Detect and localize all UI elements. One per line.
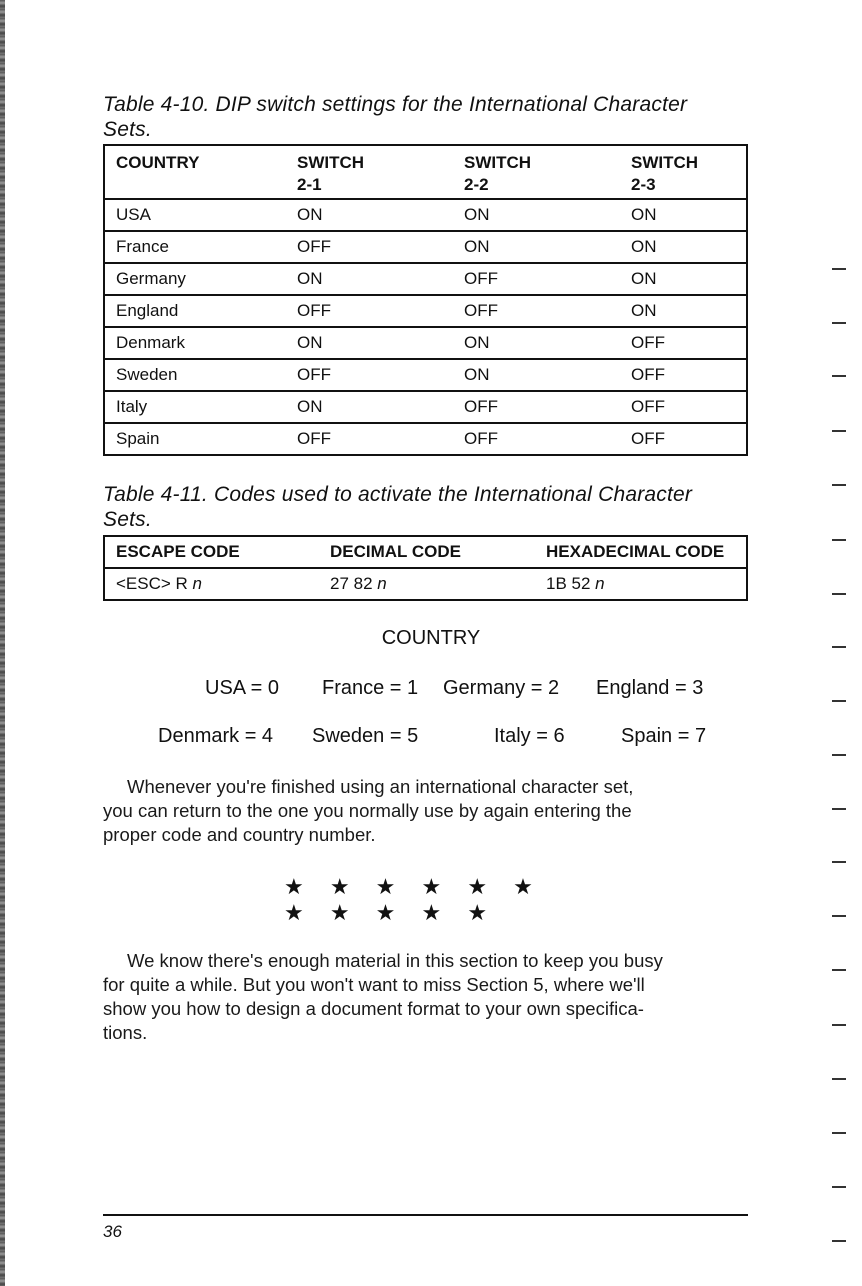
switch-cell: ON [631, 205, 657, 224]
hex-code-var: n [595, 574, 605, 593]
star-separator: ★ ★ ★ ★ ★ ★ ★ ★ ★ ★ ★ [284, 874, 543, 925]
footer-rule [103, 1214, 748, 1216]
switch-cell: OFF [297, 301, 331, 320]
header-switch-number: 2-2 [464, 175, 489, 194]
switch-cell: ON [464, 205, 490, 224]
decimal-code-prefix: 27 82 [330, 574, 378, 593]
paragraph-return-to-charset [103, 775, 753, 847]
paragraph-line: We know there's enough material in this section to keep you busy [127, 950, 663, 971]
country-code-germany: Germany = 2 [443, 677, 560, 699]
page-number: 36 [103, 1222, 122, 1241]
table2-caption-line1: Table 4-11. Codes used to activate the International Character [103, 483, 693, 506]
paragraph-section-5-preview [103, 949, 753, 1045]
table-row [105, 326, 746, 358]
header-decimal-code: DECIMAL CODE [330, 542, 461, 561]
table-row [105, 262, 746, 294]
country-code-usa: USA = 0 [205, 677, 279, 699]
table-row [105, 358, 746, 390]
country-cell: Spain [116, 429, 160, 448]
switch-cell: OFF [464, 301, 498, 320]
dip-switch-table [103, 144, 748, 456]
switch-cell: OFF [631, 429, 665, 448]
switch-cell: OFF [464, 429, 498, 448]
decimal-code-cell [330, 574, 546, 594]
table-row [105, 390, 746, 422]
switch-cell: OFF [297, 237, 331, 256]
escape-code-cell [105, 574, 330, 594]
switch-cell: ON [631, 269, 657, 288]
table-row [105, 230, 746, 262]
header-switch-2-1 [297, 152, 464, 196]
table1-caption [103, 92, 753, 142]
paragraph-line: you can return to the one you normally use by again entering the [103, 800, 632, 821]
country-code-denmark: Denmark = 4 [158, 725, 274, 747]
header-switch-label: SWITCH [464, 153, 532, 172]
table-header-row [105, 146, 746, 198]
header-switch-number: 2-1 [297, 175, 322, 194]
paragraph-line: for quite a while. But you won't want to miss Section 5, where we'll [103, 974, 645, 995]
country-cell: Sweden [116, 365, 178, 384]
country-cell: England [116, 301, 179, 320]
hex-code-prefix: 1B 52 [546, 574, 596, 593]
table-header-row [105, 537, 746, 567]
country-cell: Germany [116, 269, 186, 288]
switch-cell: OFF [297, 429, 331, 448]
hex-code-cell [546, 574, 746, 594]
country-code-england: England = 3 [596, 677, 704, 699]
table-row [105, 198, 746, 230]
country-title: COUNTRY [381, 627, 481, 649]
switch-cell: ON [464, 237, 490, 256]
table-row [105, 422, 746, 454]
escape-code-prefix: <ESC> R [116, 574, 193, 593]
country-code-france: France = 1 [322, 677, 419, 699]
table1-caption-line2: Sets. [103, 118, 152, 141]
header-hex-code: HEXADECIMAL CODE [546, 542, 725, 561]
escape-code-var: n [192, 574, 203, 593]
header-switch-2-3 [631, 152, 746, 196]
escape-codes-table [103, 535, 748, 601]
switch-cell: OFF [464, 269, 498, 288]
header-switch-label: SWITCH [297, 153, 365, 172]
switch-cell: ON [297, 333, 323, 352]
switch-cell: OFF [297, 365, 331, 384]
header-switch-label: SWITCH [631, 153, 699, 172]
switch-cell: ON [297, 397, 323, 416]
table1-caption-line1: Table 4-10. DIP switch settings for the International Character [103, 93, 688, 116]
country-code-spain: Spain = 7 [621, 725, 707, 747]
header-country: COUNTRY [116, 153, 200, 172]
switch-cell: OFF [631, 365, 665, 384]
switch-cell: ON [297, 205, 323, 224]
switch-cell: ON [631, 301, 657, 320]
decimal-code-var: n [377, 574, 387, 593]
table2-caption-line2: Sets. [103, 508, 152, 531]
switch-cell: ON [297, 269, 323, 288]
header-switch-number: 2-3 [631, 175, 656, 194]
country-cell: France [116, 237, 169, 256]
header-escape-code: ESCAPE CODE [116, 542, 240, 561]
switch-cell: OFF [631, 333, 665, 352]
switch-cell: OFF [464, 397, 498, 416]
table2-caption [103, 482, 753, 532]
table-row [105, 567, 746, 599]
header-switch-2-2 [464, 152, 631, 196]
country-code-italy: Italy = 6 [494, 725, 565, 747]
paragraph-line: Whenever you're finished using an international character set, [127, 776, 634, 797]
switch-cell: OFF [631, 397, 665, 416]
switch-cell: ON [464, 365, 490, 384]
country-cell: Denmark [116, 333, 185, 352]
country-code-sweden: Sweden = 5 [312, 725, 419, 747]
switch-cell: ON [631, 237, 657, 256]
country-cell: USA [116, 205, 151, 224]
switch-cell: ON [464, 333, 490, 352]
paragraph-line: proper code and country number. [103, 824, 376, 845]
paragraph-line: tions. [103, 1022, 148, 1043]
country-cell: Italy [116, 397, 148, 416]
table-row [105, 294, 746, 326]
paragraph-line: show you how to design a document format to your own specifica- [103, 998, 644, 1019]
